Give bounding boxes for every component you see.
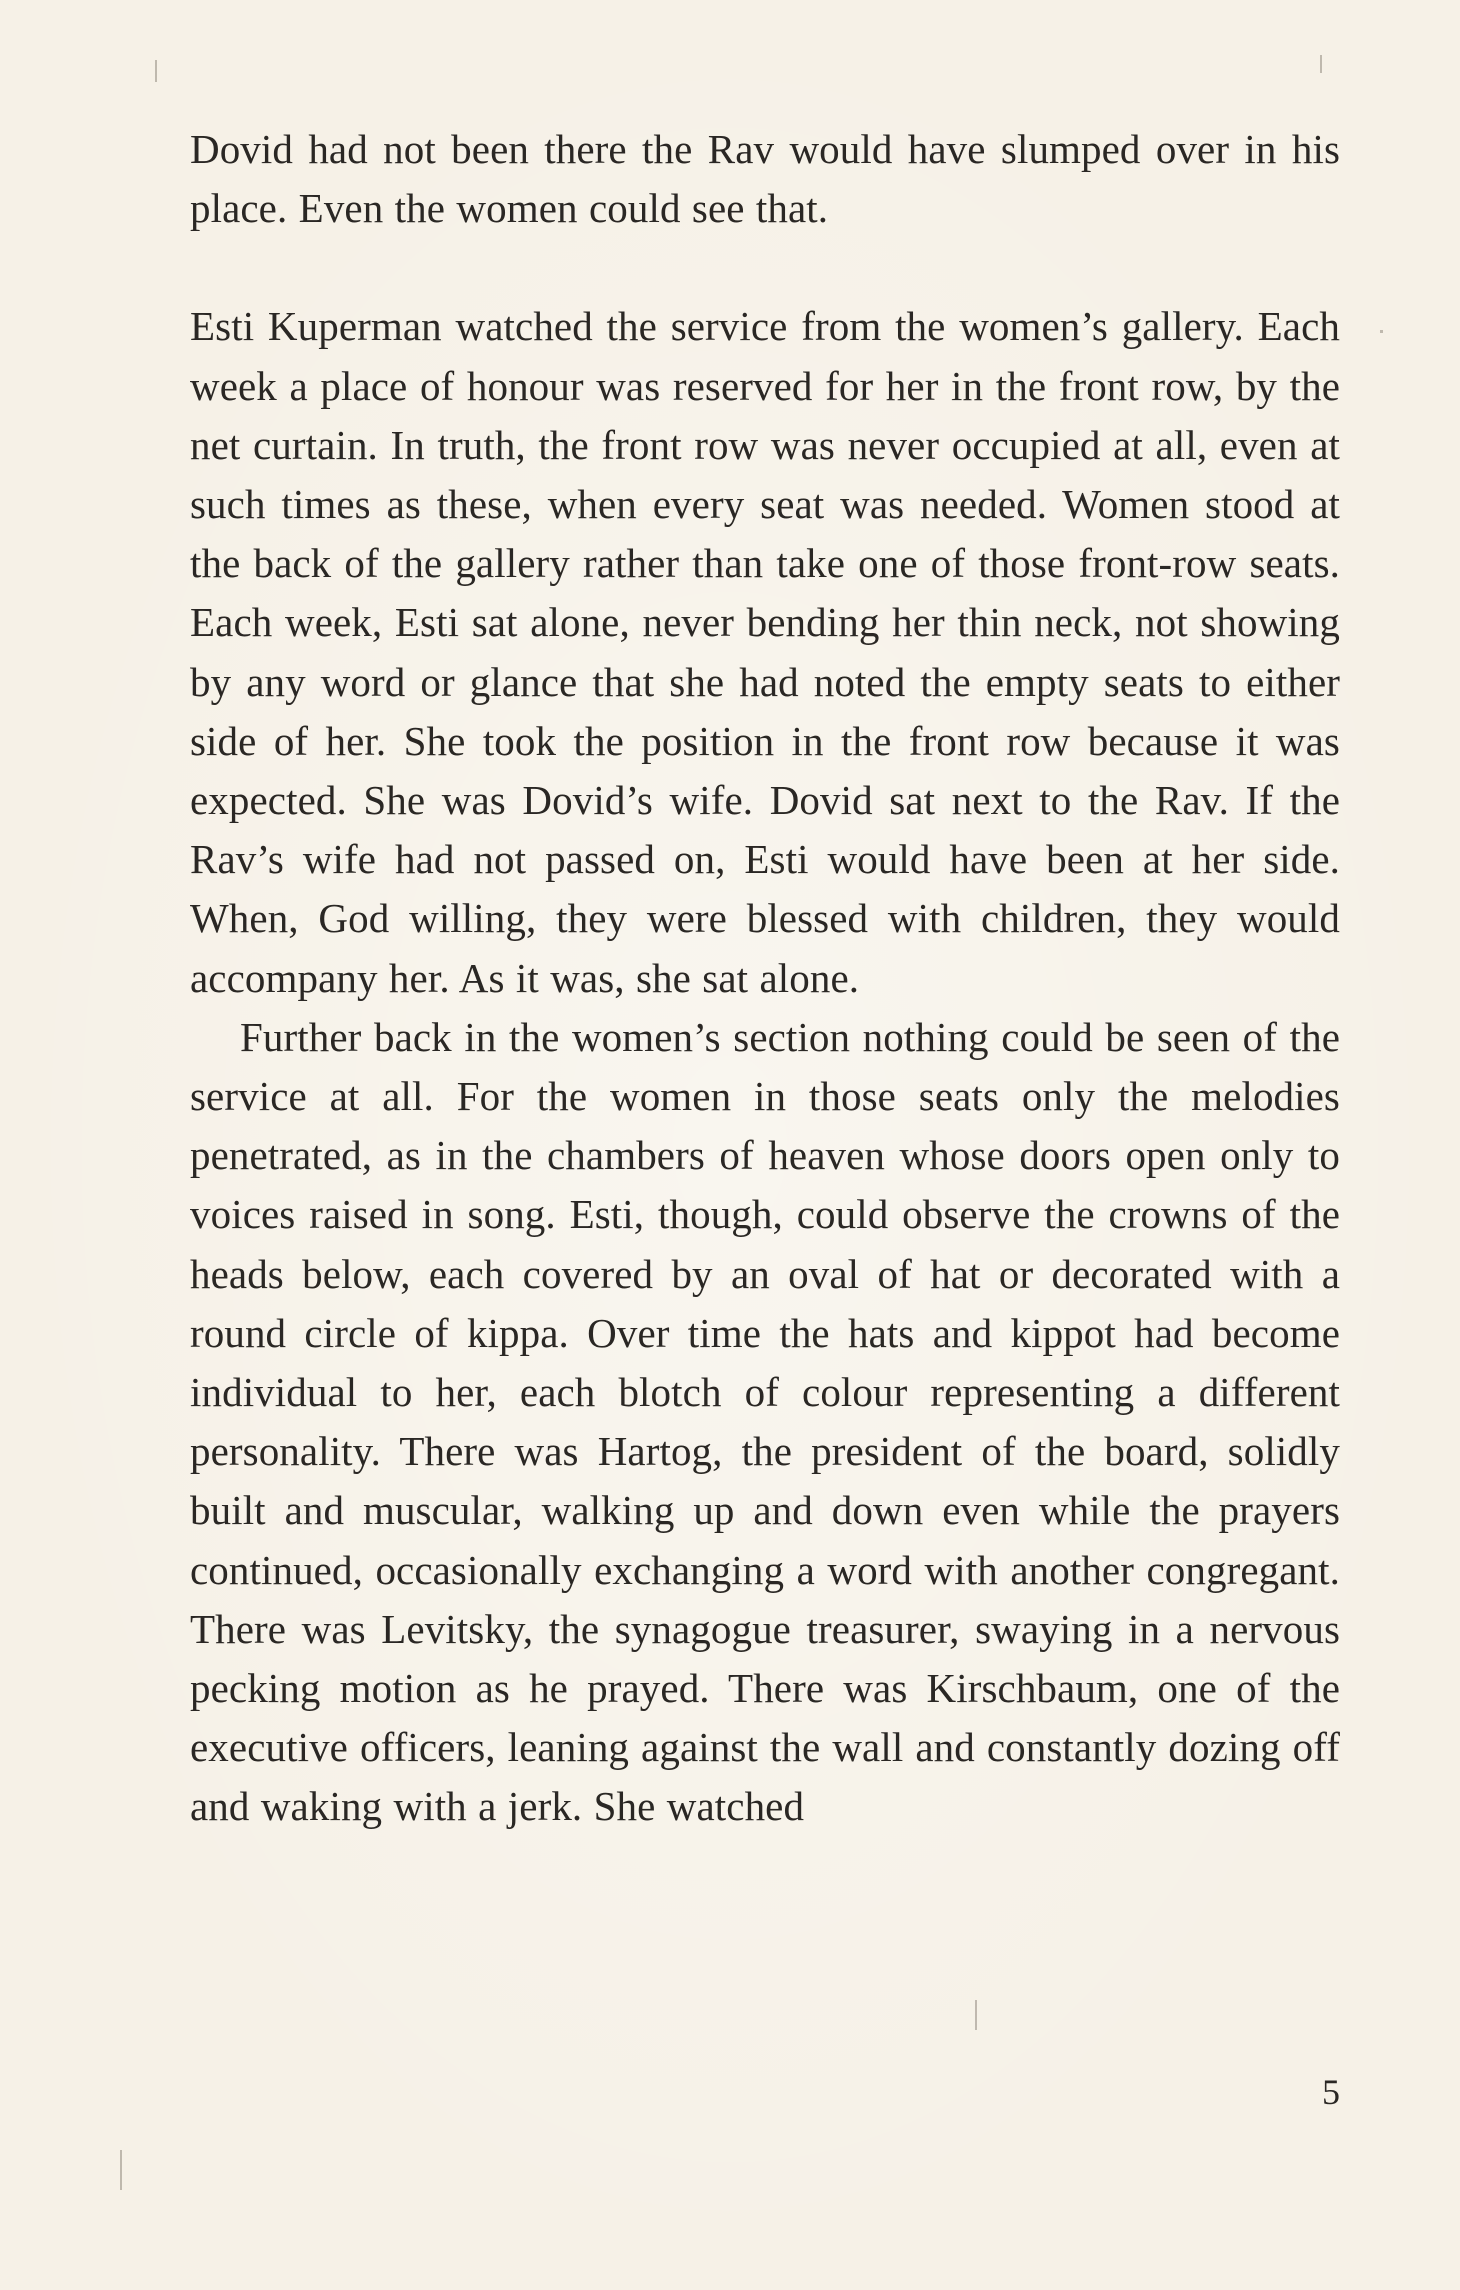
scan-speck (975, 2000, 977, 2030)
paragraph-continuation: Dovid had not been there the Rav would have slumped over in his place. Even the women could see that. (190, 126, 1340, 232)
scan-speck (120, 2150, 122, 2190)
scan-speck (155, 60, 157, 82)
scan-speck (1380, 330, 1383, 333)
scan-speck (1320, 55, 1322, 73)
body-text (190, 120, 1340, 1837)
page-number: 5 (1322, 2072, 1340, 2112)
paragraph-esti-gallery: Esti Kuperman watched the service from the women’s gallery. Each week a place of honour was reserved for her in the front row, by the net curtain. In truth, the front row was never occupied at all, even at such times as these, when every seat was needed. Women stood at the back of the gallery rather than take one of those front-row seats. Each week, Esti sat alone, never bending her thin neck, not showing by any word or glance that she had noted the empty seats to either side of her. She took the position in the front row because it was expected. She was Dovid’s wife. Dovid sat next to the Rav. If the Rav’s wife had not passed on, Esti would have been at her side. When, God willing, they were blessed with children, they would accompany her. As it was, she sat alone. (190, 303, 1340, 1001)
paragraph-womens-section: Further back in the women’s section nothing could be seen of the service at all. For the women in those seats only the melodies penetrated, as in the chambers of heaven whose doors open only to voices raised in song. Esti, though, could observe the crowns of the heads below, each covered by an oval of hat or decorated with a round circle of kippa. Over time the hats and kippot had become individual to her, each blotch of colour representing a different personality. There was Hartog, the president of the board, solidly built and muscular, walking up and down even while the prayers continued, occasionally exchanging a word with another congregant. There was Levitsky, the synagogue treasurer, swaying in a nervous pecking motion as he prayed. There was Kirschbaum, one of the executive officers, leaning against the wall and constantly dozing off and waking with a jerk. She watched (190, 1013, 1340, 1830)
